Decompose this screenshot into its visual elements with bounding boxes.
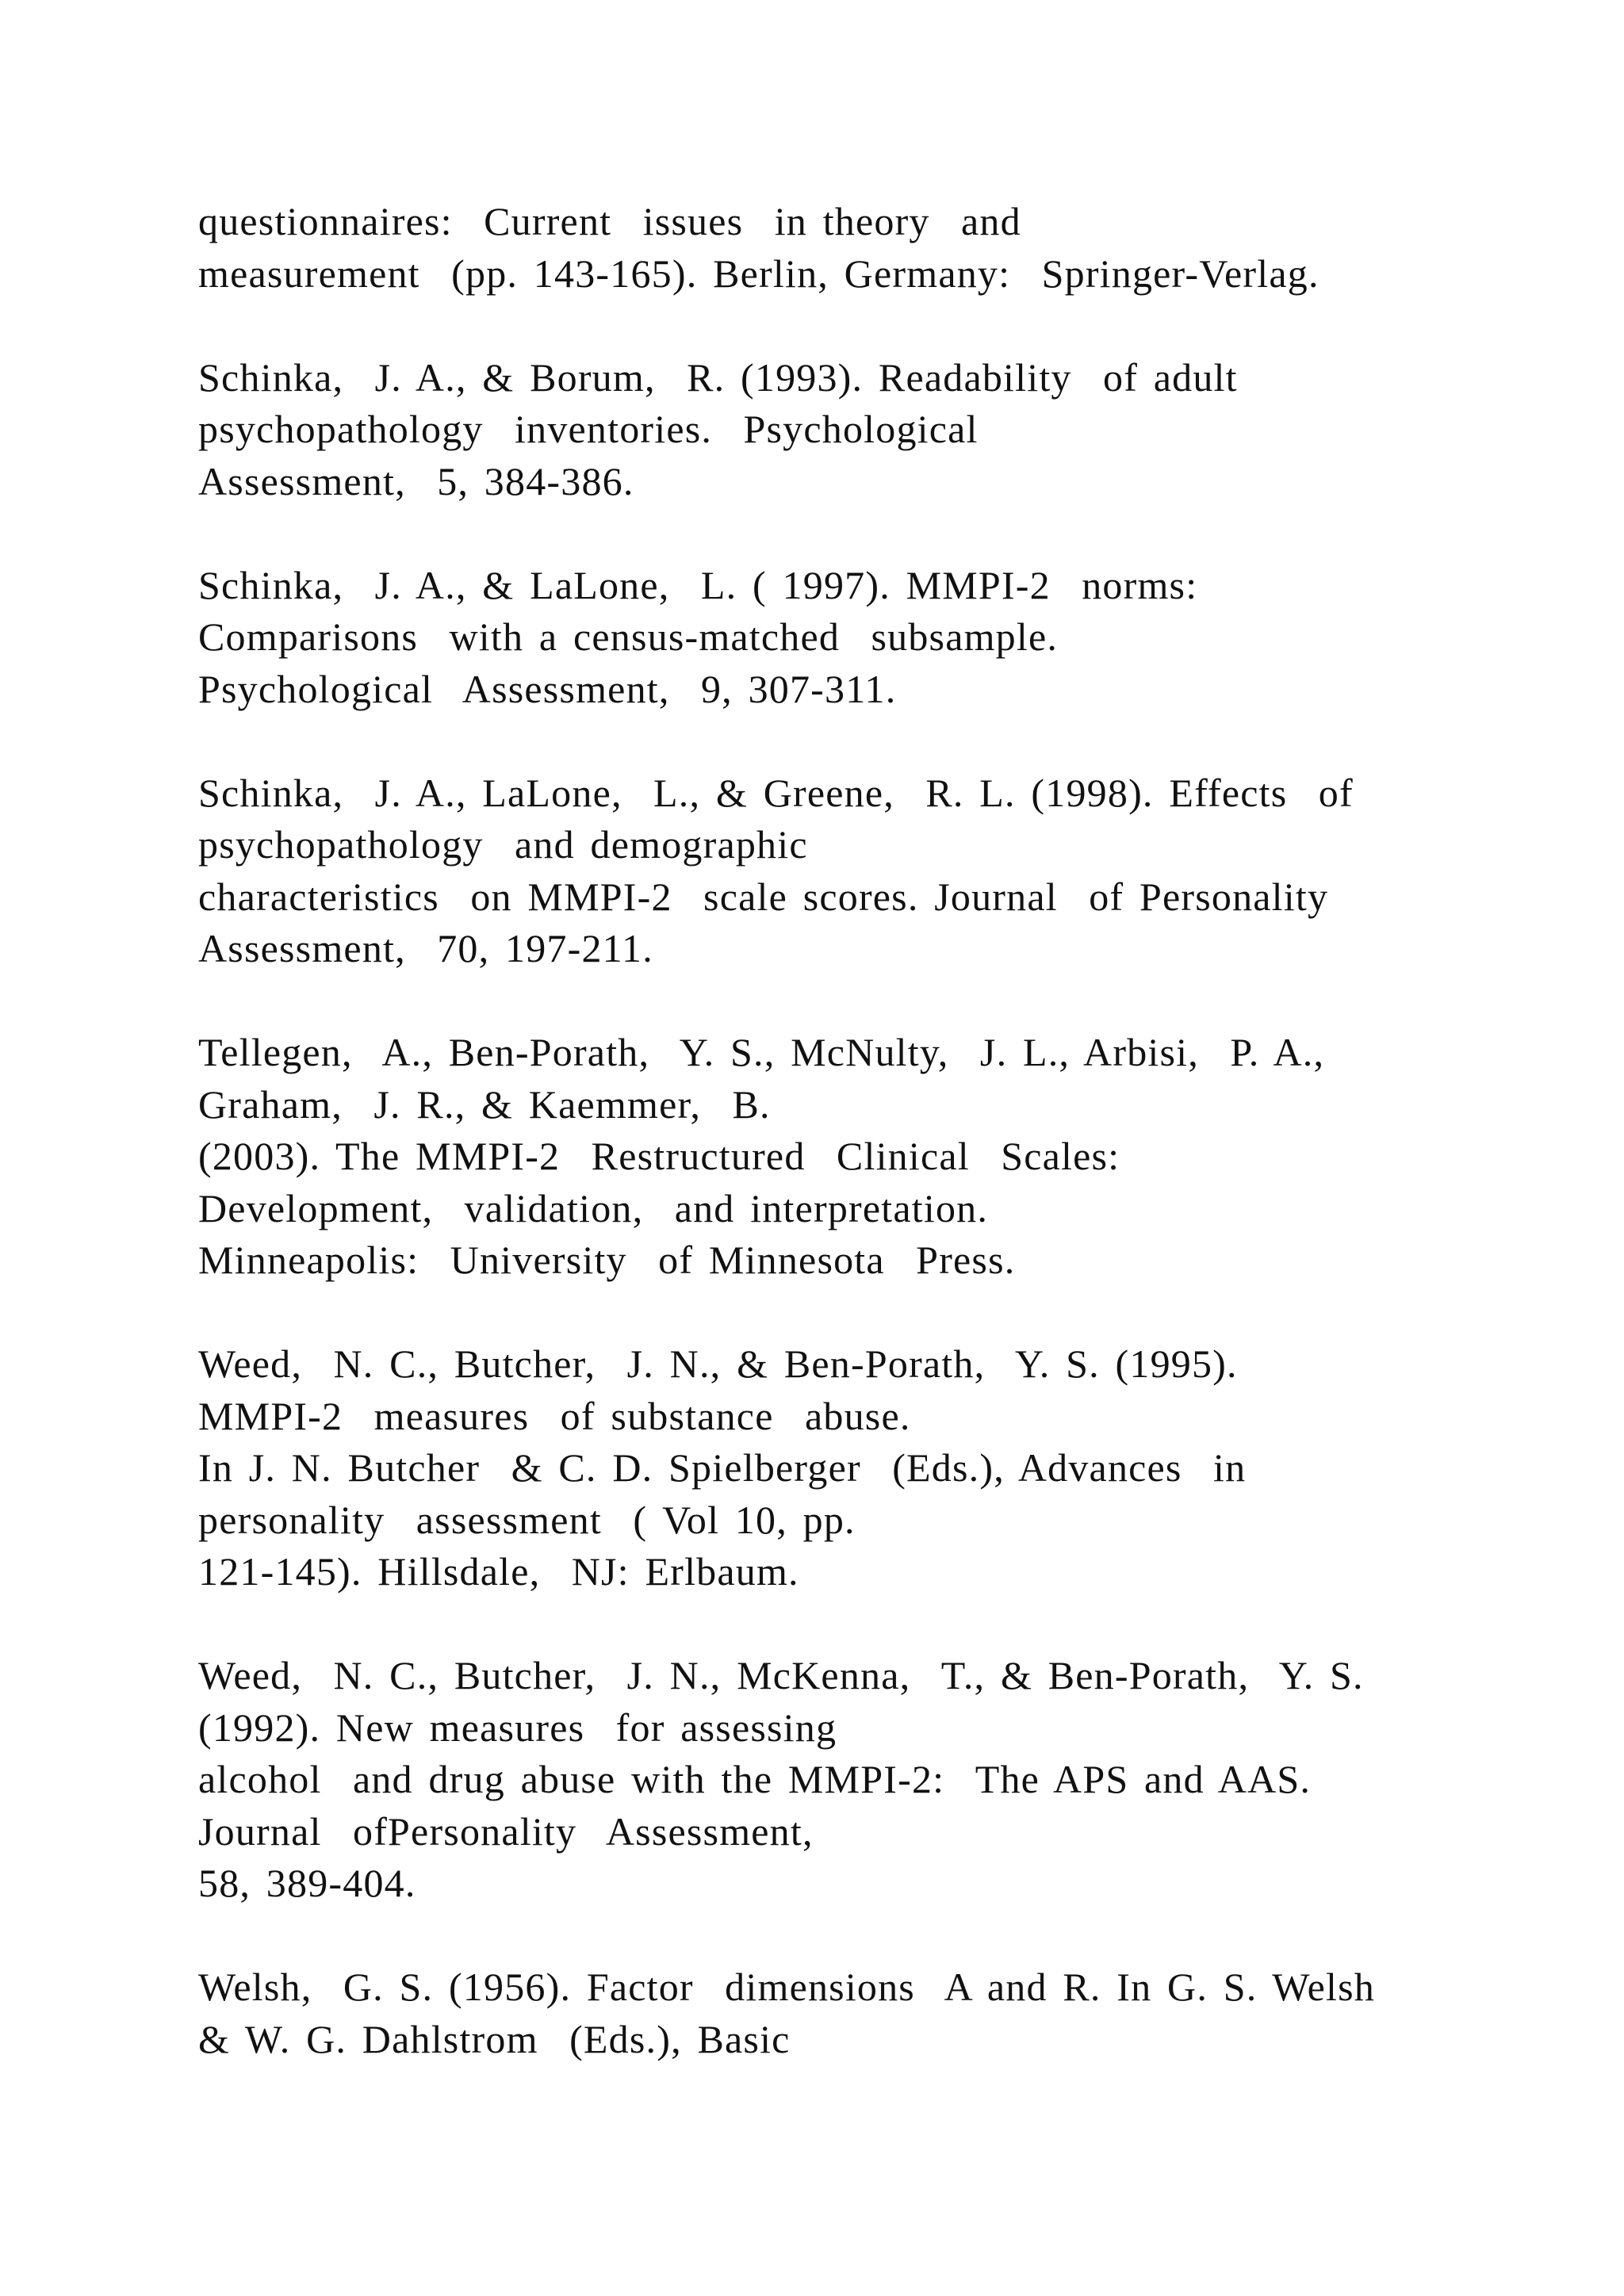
reference-entry xyxy=(198,196,1546,300)
reference-entry xyxy=(198,352,1546,508)
reference-line: Psychological Assessment, 9, 307-311. xyxy=(198,666,897,711)
reference-line: Tellegen, A., Ben-Porath, Y. S., McNulty, J. L., Arbisi, P. A., xyxy=(198,1030,1325,1074)
reference-line: 58, 389-404. xyxy=(198,1861,416,1905)
reference-line: questionnaires: Current issues in theory and xyxy=(198,199,1021,243)
reference-line: Development, validation, and interpretation. xyxy=(198,1185,989,1230)
reference-line: In J. N. Butcher & C. D. Spielberger (Eds.), Advances in xyxy=(198,1445,1247,1490)
reference-line: Assessment, 5, 384-386. xyxy=(198,458,634,503)
reference-entry xyxy=(198,1650,1546,1910)
reference-line: psychopathology inventories. Psychological xyxy=(198,407,979,451)
reference-entry xyxy=(198,1027,1546,1287)
reference-line: alcohol and drug abuse with the MMPI-2: The APS and AAS. xyxy=(198,1757,1312,1801)
reference-line: (1992). New measures for assessing xyxy=(198,1705,837,1750)
reference-line: Journal ofPersonality Assessment, xyxy=(198,1808,814,1854)
reference-line: Weed, N. C., Butcher, J. N., & Ben-Porath, Y. S. (1995). xyxy=(198,1341,1238,1386)
reference-line: Minneapolis: University of Minnesota Press. xyxy=(198,1238,1016,1282)
reference-line: personality assessment ( Vol 10, pp. xyxy=(198,1497,856,1542)
reference-line: Comparisons with a census-matched subsample. xyxy=(198,614,1059,659)
reference-line: Assessment, 70, 197-211. xyxy=(198,926,653,970)
reference-entry xyxy=(198,1961,1546,2065)
reference-entry xyxy=(198,767,1546,975)
reference-line: measurement (pp. 143-165). Berlin, Germany: Springer-Verlag. xyxy=(198,251,1320,296)
reference-entry xyxy=(198,1338,1546,1598)
reference-list xyxy=(198,196,1546,2118)
reference-line: Schinka, J. A., & Borum, R. (1993). Readability of adult xyxy=(198,354,1238,400)
reference-entry xyxy=(198,560,1546,716)
reference-line: Graham, J. R., & Kaemmer, B. xyxy=(198,1081,771,1127)
reference-line: Weed, N. C., Butcher, J. N., McKenna, T., & Ben-Porath, Y. S. xyxy=(198,1653,1364,1697)
reference-line: characteristics on MMPI-2 scale scores. Journal of Personality xyxy=(198,874,1329,919)
reference-line: 121-145). Hillsdale, NJ: Erlbaum. xyxy=(198,1549,799,1594)
reference-line: psychopathology and demographic xyxy=(198,822,808,867)
reference-line: Schinka, J. A., & LaLone, L. ( 1997). MMPI-2 norms: xyxy=(198,562,1198,607)
reference-line: (2003). The MMPI-2 Restructured Clinical Scales: xyxy=(198,1134,1120,1178)
reference-line: Schinka, J. A., LaLone, L., & Greene, R. L. (1998). Effects of xyxy=(198,770,1354,815)
reference-line: Welsh, G. S. (1956). Factor dimensions A and R. In G. S. Welsh xyxy=(198,1965,1375,2009)
reference-line: MMPI-2 measures of substance abuse. xyxy=(198,1393,911,1438)
reference-line: & W. G. Dahlstrom (Eds.), Basic xyxy=(198,2016,791,2061)
